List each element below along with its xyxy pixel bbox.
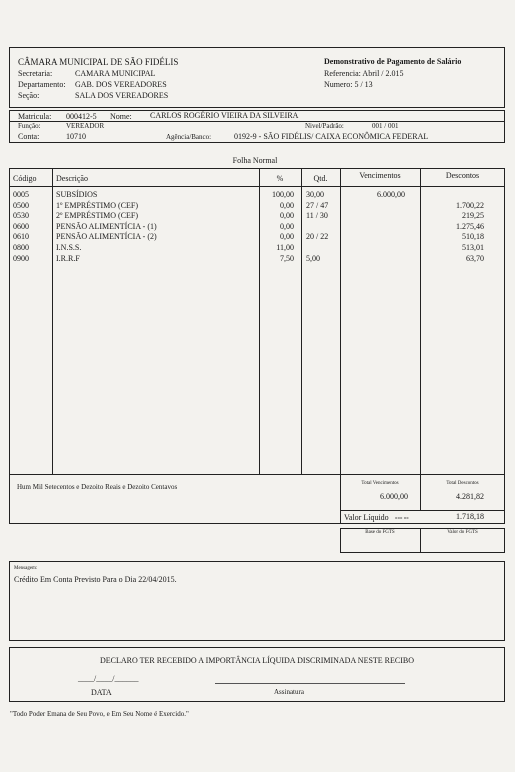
nome-value: CARLOS ROGÉRIO VIEIRA DA SILVEIRA bbox=[150, 111, 299, 120]
total-vencimentos-label: Total Vencimentos bbox=[361, 481, 399, 486]
table-cell: SUBSÍDIOS bbox=[56, 190, 98, 199]
receipt-declaration: DECLARO TER RECEBIDO A IMPORTÂNCIA LÍQUIDA DISCRIMINADA NESTE RECIBO bbox=[99, 656, 415, 665]
table-cell: 510,18 bbox=[462, 232, 484, 242]
table-cell: PENSÃO ALIMENTÍCIA - (1) bbox=[56, 221, 157, 231]
table-cell: 0530 bbox=[13, 211, 29, 221]
signature-label: Assinatura bbox=[274, 688, 304, 696]
doc-title: Demonstrativo de Pagamento de Salário bbox=[324, 57, 462, 66]
funcao-label: Função: bbox=[18, 122, 41, 130]
table-cell: 0900 bbox=[13, 253, 29, 263]
departamento-value: GAB. DOS VEREADORES bbox=[75, 80, 167, 89]
conta-value: 10710 bbox=[66, 132, 86, 141]
table-cell: I.N.S.S. bbox=[56, 242, 82, 252]
signature-line bbox=[215, 683, 405, 684]
table-cell bbox=[306, 222, 328, 233]
table-cell bbox=[340, 201, 405, 212]
total-descontos-label: Total Descontos bbox=[446, 481, 479, 486]
table-cell: 2º EMPRÉSTIMO (CEF) bbox=[56, 211, 139, 221]
table-cell: 63,70 bbox=[466, 253, 484, 263]
column-descricao bbox=[56, 190, 157, 264]
table-cell bbox=[340, 211, 405, 222]
table-cell: 11 / 30 bbox=[306, 211, 328, 221]
reference: Referencia: Abril / 2.015 bbox=[324, 69, 404, 78]
message-box bbox=[9, 561, 505, 641]
col-header-descontos: Descontos bbox=[445, 171, 480, 180]
table-cell: 0610 bbox=[13, 232, 29, 242]
column-codigo bbox=[13, 190, 29, 264]
column-descontos bbox=[420, 190, 484, 264]
conta-label: Conta: bbox=[18, 132, 40, 141]
column-vencimentos bbox=[340, 190, 405, 264]
table-cell bbox=[340, 243, 405, 254]
table-cell: 0,00 bbox=[280, 221, 294, 231]
total-vencimentos-value: 6.000,00 bbox=[380, 492, 408, 501]
col-header-descricao: Descrição bbox=[56, 174, 88, 183]
message-text: Crédito Em Conta Previsto Para o Dia 22/04/2015. bbox=[14, 575, 177, 584]
col-header-qtd: Qtd. bbox=[313, 174, 328, 183]
base-fgts-label: Base do FGTS bbox=[365, 530, 395, 535]
valor-liquido-dots: »»» »» bbox=[395, 516, 409, 521]
valor-extenso: Hum Mil Setecentos e Dezoito Reais e Dezoito Centavos bbox=[17, 483, 178, 491]
org-name: CÂMARA MUNICIPAL DE SÃO FIDÉLIS bbox=[18, 57, 179, 67]
valor-liquido-label: Valor Líquido bbox=[344, 513, 389, 522]
table-cell bbox=[420, 190, 484, 201]
table-cell: 0,00 bbox=[280, 211, 294, 221]
matricula-value: 000412-5 bbox=[66, 112, 97, 121]
agencia-label: Agência/Banco: bbox=[166, 133, 212, 141]
table-cell: 1.700,22 bbox=[456, 200, 484, 210]
table-cell: 27 / 47 bbox=[306, 200, 329, 210]
column-pct bbox=[259, 190, 294, 264]
table-cell: 11,00 bbox=[276, 242, 294, 252]
table-cell: 100,00 bbox=[272, 190, 294, 199]
table-cell: 0,00 bbox=[280, 200, 294, 210]
secao-label: Seção: bbox=[18, 91, 40, 100]
table-cell: 1º EMPRÉSTIMO (CEF) bbox=[56, 200, 139, 210]
table-cell: 6.000,00 bbox=[377, 190, 405, 199]
table-cell: 0600 bbox=[13, 221, 29, 231]
col-header-vencimentos: Vencimentos bbox=[359, 171, 401, 180]
table-cell: 0800 bbox=[13, 242, 29, 252]
table-cell bbox=[340, 254, 405, 265]
secretaria-value: CAMARA MUNICIPAL bbox=[75, 69, 156, 78]
table-cell: 0500 bbox=[13, 200, 29, 210]
secao-value: SALA DOS VEREADORES bbox=[75, 91, 169, 100]
funcao-value: VEREADOR bbox=[66, 122, 105, 130]
table-cell bbox=[306, 243, 328, 254]
col-header-codigo: Código bbox=[13, 174, 37, 183]
message-label: Mensagem: bbox=[14, 566, 38, 571]
valor-fgts-label: Valor do FGTS bbox=[447, 530, 478, 535]
agencia-value: 0192-9 - SÃO FIDÉLIS/ CAIXA ECONÔMICA FEDERAL bbox=[234, 132, 429, 141]
table-cell: 20 / 22 bbox=[306, 232, 329, 242]
col-header-pct: % bbox=[276, 174, 284, 183]
table-cell: 0,00 bbox=[280, 232, 294, 242]
table-title: Folha Normal bbox=[232, 156, 278, 165]
table-cell: 5,00 bbox=[306, 253, 320, 263]
doc-number: Numero: 5 / 13 bbox=[324, 80, 373, 89]
secretaria-label: Secretaria: bbox=[18, 69, 53, 78]
table-cell: 0005 bbox=[13, 190, 29, 199]
nome-label: Nome: bbox=[110, 112, 132, 121]
table-cell: 513,01 bbox=[462, 242, 484, 252]
table-cell: PENSÃO ALIMENTÍCIA - (2) bbox=[56, 232, 157, 242]
table-cell bbox=[340, 232, 405, 243]
nivel-label: Nivel/Padrão: bbox=[305, 122, 344, 130]
total-descontos-value: 4.281,82 bbox=[456, 492, 484, 501]
table-cell bbox=[340, 222, 405, 233]
departamento-label: Departamento: bbox=[18, 80, 66, 89]
table-cell: 30,00 bbox=[306, 190, 324, 199]
footer-motto: "Todo Poder Emana de Seu Povo, e Em Seu Nome é Exercido." bbox=[10, 710, 189, 718]
table-cell: 219,25 bbox=[462, 211, 484, 221]
matricula-label: Matricula: bbox=[18, 112, 52, 121]
table-cell: I.R.R.F bbox=[56, 253, 80, 263]
column-qtd bbox=[306, 190, 328, 264]
nivel-value: 001 / 001 bbox=[372, 122, 399, 130]
table-cell: 1.275,46 bbox=[456, 221, 484, 231]
valor-liquido-value: 1.718,18 bbox=[456, 512, 484, 521]
table-cell: 7,50 bbox=[280, 253, 294, 263]
date-label: DATA bbox=[91, 688, 112, 697]
date-placeholder: ____/____/______ bbox=[78, 674, 139, 683]
